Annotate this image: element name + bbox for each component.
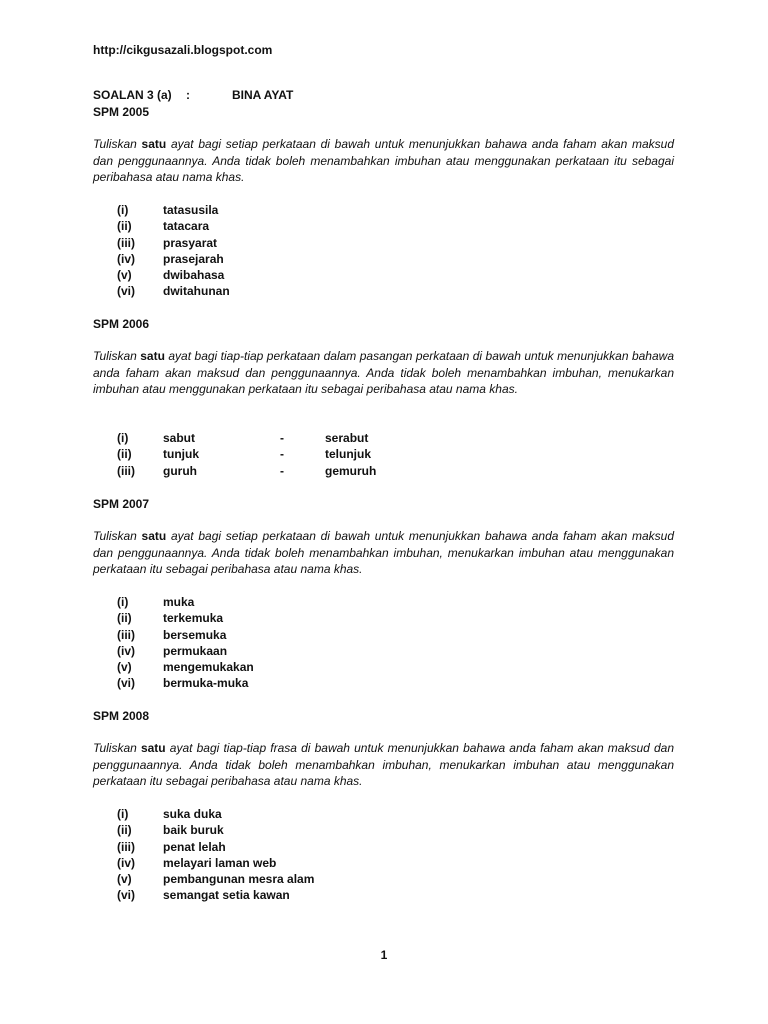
section-year-2008: SPM 2008 [93, 709, 150, 723]
section-year-2007: SPM 2007 [93, 497, 150, 511]
heading-topic: BINA AYAT [232, 88, 294, 102]
instruction-2006: Tuliskan satu ayat bagi tiap-tiap perkataan dalam pasangan perkataan di bawah untuk menunjukkan bahawa anda faham akan maksud dan penggunaannya. Anda tidak boleh menambahkan imbuhan, menukarkan imbuhan atau menggunakan perkataan itu sebagai peribahasa atau nama khas. [93, 349, 674, 396]
list-item: (iv) melayari laman web [117, 855, 277, 870]
list-item: (i) sabut - serabut [117, 431, 369, 445]
instruction-2005: Tuliskan satu ayat bagi setiap perkataan di bawah untuk menunjukkan bahawa anda faham akan maksud dan penggunaannya. Anda tidak boleh menambahkan imbuhan atau menggunakan perkataan itu sebagai peribahasa atau nama khas. [93, 137, 674, 184]
list-item: (ii) baik buruk [117, 823, 224, 838]
list-item: (iii) prasyarat [117, 235, 218, 250]
instruction-2008: Tuliskan satu ayat bagi tiap-tiap frasa di bawah untuk menunjukkan bahawa anda faham akan maksud dan penggunaannya. Anda tidak boleh menambahkan imbuhan, menukarkan imbuhan atau menggunakan perkataan itu sebagai peribahasa atau nama khas. [93, 741, 674, 788]
word-list-2006 [117, 430, 376, 479]
list-item: (vi) bermuka-muka [117, 676, 249, 691]
list-item: (i) tatasusila [117, 203, 219, 217]
word-list-2008 [117, 806, 314, 904]
list-item: (iii) bersemuka [117, 627, 227, 642]
list-item: (v) mengemukakan [117, 660, 254, 675]
word-list-2007 [117, 594, 254, 692]
list-item: (v) dwibahasa [117, 268, 225, 283]
list-item: (ii) tatacara [117, 219, 210, 234]
list-item: (iii) penat lelah [117, 839, 226, 854]
question-label: SOALAN 3 (a) [93, 88, 172, 102]
question-heading [93, 88, 294, 102]
instruction-2007: Tuliskan satu ayat bagi setiap perkataan di bawah untuk menunjukkan bahawa anda faham akan maksud dan penggunaannya. Anda tidak boleh menambahkan imbuhan, menukarkan imbuhan atau menggunakan perkataan itu sebagai peribahasa atau nama khas. [93, 529, 674, 576]
page-number: 1 [380, 948, 388, 962]
section-year-2006: SPM 2006 [93, 317, 150, 331]
list-item: (i) suka duka [117, 807, 222, 821]
list-item: (ii) terkemuka [117, 611, 224, 626]
list-item: (iv) permukaan [117, 643, 228, 658]
list-item: (iv) prasejarah [117, 251, 224, 266]
list-item: (i) muka [117, 595, 195, 609]
list-item: (ii) tunjuk - telunjuk [117, 447, 372, 462]
list-item: (v) pembangunan mesra alam [117, 872, 315, 887]
blog-url[interactable]: http://cikgusazali.blogspot.com [93, 43, 273, 57]
list-item: (iii) guruh - gemuruh [117, 463, 377, 478]
heading-colon: : [186, 88, 190, 102]
list-item: (vi) semangat setia kawan [117, 888, 290, 903]
list-item: (vi) dwitahunan [117, 284, 230, 299]
word-list-2005 [117, 202, 230, 300]
section-year-2005: SPM 2005 [93, 105, 150, 119]
